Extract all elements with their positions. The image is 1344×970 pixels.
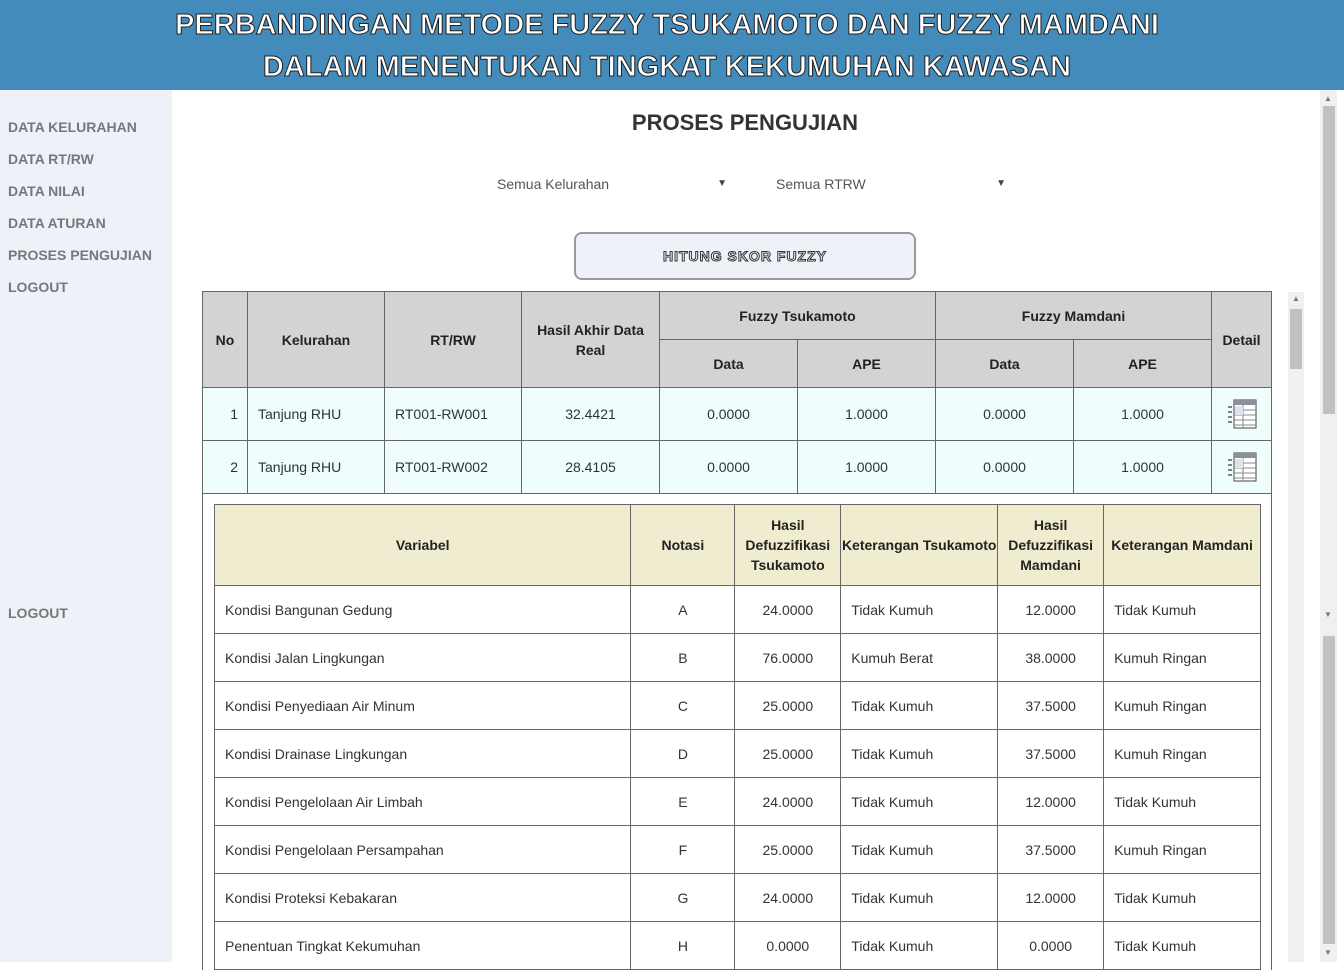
cell-hasil-mamdani: 12.0000 xyxy=(998,874,1104,922)
cell-hasil-tsukamoto: 0.0000 xyxy=(735,922,841,970)
table-detail-icon[interactable] xyxy=(1226,405,1258,421)
cell-ket-mamdani: Kumuh Ringan xyxy=(1104,730,1261,778)
detail-row xyxy=(215,682,1261,730)
cell-rtrw: RT001-RW001 xyxy=(385,388,522,441)
kelurahan-select-value: Semua Kelurahan xyxy=(497,176,609,192)
cell-variabel: Kondisi Jalan Lingkungan xyxy=(215,634,631,682)
cell-mamdani-ape: 1.0000 xyxy=(1074,441,1212,494)
cell-variabel: Penentuan Tingkat Kekumuhan xyxy=(215,922,631,970)
sidebar-item-data-aturan[interactable]: DATA ATURAN xyxy=(8,215,106,231)
dropdown-arrow-icon: ▼ xyxy=(996,178,1006,189)
cell-kelurahan: Tanjung RHU xyxy=(248,388,385,441)
col-mamdani-ape: APE xyxy=(1074,340,1212,388)
cell-hasil-mamdani: 12.0000 xyxy=(998,586,1104,634)
sidebar-item-data-kelurahan[interactable]: DATA KELURAHAN xyxy=(8,119,137,135)
scroll-up-icon[interactable]: ▲ xyxy=(1292,294,1300,303)
inner-scrollbar[interactable] xyxy=(1288,292,1304,962)
sidebar-logout-artifact-text: LOGOUT xyxy=(8,605,68,621)
detail-table xyxy=(214,504,1261,970)
cell-variabel: Kondisi Proteksi Kebakaran xyxy=(215,874,631,922)
detail-button[interactable] xyxy=(1212,441,1272,494)
app-header xyxy=(0,0,1344,90)
detail-row xyxy=(215,874,1261,922)
cell-rtrw: RT001-RW002 xyxy=(385,441,522,494)
scroll-down-icon[interactable]: ▼ xyxy=(1324,610,1332,619)
cell-variabel: Kondisi Drainase Lingkungan xyxy=(215,730,631,778)
cell-hasil-tsukamoto: 76.0000 xyxy=(735,634,841,682)
cell-variabel: Kondisi Penyediaan Air Minum xyxy=(215,682,631,730)
kelurahan-select[interactable] xyxy=(497,176,727,196)
cell-ket-tsukamoto: Kumuh Berat xyxy=(841,634,998,682)
app-title-line1: PERBANDINGAN METODE FUZZY TSUKAMOTO DAN FUZZY MAMDANI xyxy=(0,4,1344,46)
cell-tsukamoto-data: 0.0000 xyxy=(660,388,798,441)
detail-row xyxy=(215,730,1261,778)
table-row xyxy=(203,388,1272,441)
cell-ket-mamdani: Kumuh Ringan xyxy=(1104,682,1261,730)
col-kelurahan: Kelurahan xyxy=(248,292,385,388)
page-scrollbar-thumb[interactable] xyxy=(1323,106,1335,414)
col-group-tsukamoto: Fuzzy Tsukamoto xyxy=(660,292,936,340)
cell-ket-mamdani: Tidak Kumuh xyxy=(1104,586,1261,634)
cell-tsukamoto-data: 0.0000 xyxy=(660,441,798,494)
detail-panel xyxy=(203,494,1272,970)
col-detail: Detail xyxy=(1212,292,1272,388)
cell-variabel: Kondisi Bangunan Gedung xyxy=(215,586,631,634)
inner-scrollbar-thumb[interactable] xyxy=(1290,309,1302,369)
cell-notasi: B xyxy=(631,634,735,682)
cell-ket-tsukamoto: Tidak Kumuh xyxy=(841,682,998,730)
results-table xyxy=(202,291,1272,970)
cell-notasi: G xyxy=(631,874,735,922)
sidebar-logout-artifact xyxy=(8,614,68,623)
scroll-up-icon[interactable]: ▲ xyxy=(1324,94,1332,103)
detail-row xyxy=(215,778,1261,826)
cell-ket-mamdani: Tidak Kumuh xyxy=(1104,922,1261,970)
detail-button[interactable] xyxy=(1212,388,1272,441)
col-notasi: Notasi xyxy=(631,505,735,586)
cell-mamdani-ape: 1.0000 xyxy=(1074,388,1212,441)
sidebar xyxy=(0,90,172,962)
cell-hasil-tsukamoto: 24.0000 xyxy=(735,586,841,634)
cell-tsukamoto-ape: 1.0000 xyxy=(798,441,936,494)
detail-row xyxy=(215,586,1261,634)
col-tsukamoto-data: Data xyxy=(660,340,798,388)
cell-notasi: F xyxy=(631,826,735,874)
detail-row xyxy=(215,826,1261,874)
col-no: No xyxy=(203,292,248,388)
col-hasil: Hasil Akhir Data Real xyxy=(522,292,660,388)
dropdown-arrow-icon: ▼ xyxy=(717,178,727,189)
cell-no: 2 xyxy=(203,441,248,494)
cell-ket-mamdani: Tidak Kumuh xyxy=(1104,778,1261,826)
detail-row xyxy=(215,922,1261,970)
cell-ket-mamdani: Kumuh Ringan xyxy=(1104,826,1261,874)
cell-hasil-tsukamoto: 24.0000 xyxy=(735,778,841,826)
cell-ket-tsukamoto: Tidak Kumuh xyxy=(841,586,998,634)
cell-ket-tsukamoto: Tidak Kumuh xyxy=(841,730,998,778)
detail-row xyxy=(215,634,1261,682)
sidebar-item-data-rtrw[interactable]: DATA RT/RW xyxy=(8,151,94,167)
page-scrollbar-thumb-2[interactable] xyxy=(1323,636,1335,944)
cell-hasil-mamdani: 0.0000 xyxy=(998,922,1104,970)
col-ket-mamdani: Keterangan Mamdani xyxy=(1104,505,1261,586)
rtrw-select[interactable] xyxy=(776,176,1006,196)
cell-hasil-tsukamoto: 24.0000 xyxy=(735,874,841,922)
cell-mamdani-data: 0.0000 xyxy=(936,441,1074,494)
cell-ket-tsukamoto: Tidak Kumuh xyxy=(841,922,998,970)
cell-ket-tsukamoto: Tidak Kumuh xyxy=(841,778,998,826)
cell-hasil-mamdani: 38.0000 xyxy=(998,634,1104,682)
scroll-down-icon[interactable]: ▼ xyxy=(1324,948,1332,957)
cell-no: 1 xyxy=(203,388,248,441)
cell-notasi: H xyxy=(631,922,735,970)
cell-hasil: 28.4105 xyxy=(522,441,660,494)
app-title-line2: DALAM MENENTUKAN TINGKAT KEKUMUHAN KAWASAN xyxy=(0,46,1344,88)
cell-hasil-mamdani: 12.0000 xyxy=(998,778,1104,826)
cell-hasil: 32.4421 xyxy=(522,388,660,441)
cell-hasil-mamdani: 37.5000 xyxy=(998,682,1104,730)
cell-tsukamoto-ape: 1.0000 xyxy=(798,388,936,441)
col-ket-tsukamoto: Keterangan Tsukamoto xyxy=(841,505,998,586)
rtrw-select-value: Semua RTRW xyxy=(776,176,866,192)
cell-hasil-tsukamoto: 25.0000 xyxy=(735,682,841,730)
cell-notasi: A xyxy=(631,586,735,634)
cell-notasi: C xyxy=(631,682,735,730)
page-title: PROSES PENGUJIAN xyxy=(560,110,930,136)
table-detail-icon[interactable] xyxy=(1226,458,1258,474)
cell-notasi: D xyxy=(631,730,735,778)
col-mamdani-data: Data xyxy=(936,340,1074,388)
cell-variabel: Kondisi Pengelolaan Persampahan xyxy=(215,826,631,874)
cell-ket-mamdani: Tidak Kumuh xyxy=(1104,874,1261,922)
col-group-mamdani: Fuzzy Mamdani xyxy=(936,292,1212,340)
cell-hasil-tsukamoto: 25.0000 xyxy=(735,826,841,874)
cell-ket-tsukamoto: Tidak Kumuh xyxy=(841,826,998,874)
cell-ket-mamdani: Kumuh Ringan xyxy=(1104,634,1261,682)
cell-ket-tsukamoto: Tidak Kumuh xyxy=(841,874,998,922)
hitung-skor-fuzzy-button[interactable]: HITUNG SKOR FUZZY xyxy=(574,232,916,280)
page-scrollbar[interactable] xyxy=(1320,90,1337,962)
cell-kelurahan: Tanjung RHU xyxy=(248,441,385,494)
cell-notasi: E xyxy=(631,778,735,826)
cell-variabel: Kondisi Pengelolaan Air Limbah xyxy=(215,778,631,826)
cell-hasil-mamdani: 37.5000 xyxy=(998,826,1104,874)
col-hasil-mamdani: Hasil Defuzzifikasi Mamdani xyxy=(998,505,1104,586)
col-hasil-tsukamoto: Hasil Defuzzifikasi Tsukamoto xyxy=(735,505,841,586)
sidebar-item-data-nilai[interactable]: DATA NILAI xyxy=(8,183,85,199)
sidebar-item-proses-pengujian[interactable]: PROSES PENGUJIAN xyxy=(8,247,152,263)
cell-hasil-mamdani: 37.5000 xyxy=(998,730,1104,778)
sidebar-item-logout[interactable]: LOGOUT xyxy=(8,279,68,295)
table-row xyxy=(203,441,1272,494)
col-variabel: Variabel xyxy=(215,505,631,586)
cell-hasil-tsukamoto: 25.0000 xyxy=(735,730,841,778)
cell-mamdani-data: 0.0000 xyxy=(936,388,1074,441)
col-tsukamoto-ape: APE xyxy=(798,340,936,388)
col-rtrw: RT/RW xyxy=(385,292,522,388)
